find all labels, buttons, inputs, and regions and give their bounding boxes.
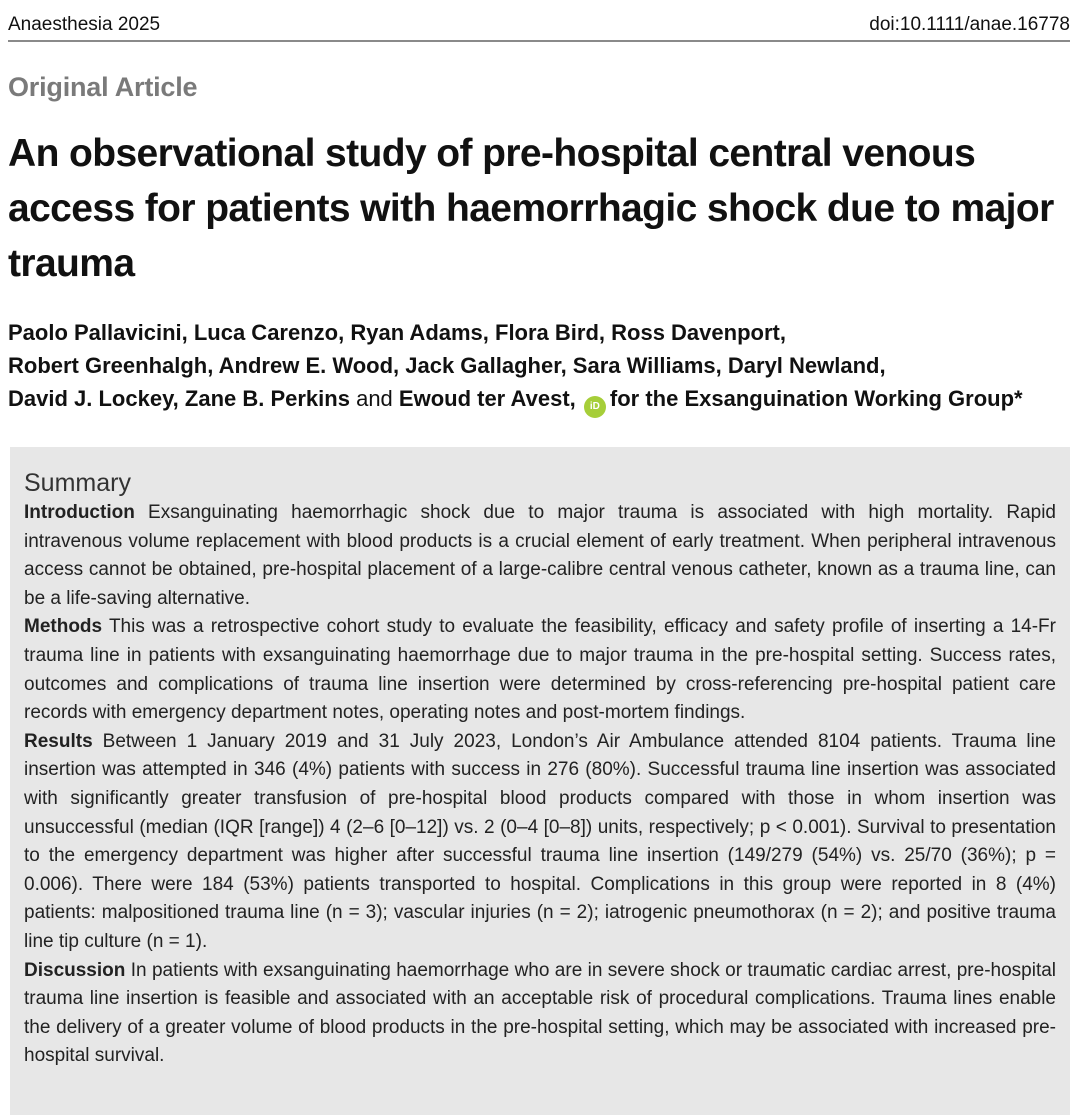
author-conjunction: and [349, 386, 399, 411]
author-line-2: Robert Greenhalgh, Andrew E. Wood, Jack Gallagher, Sara Williams, Daryl Newland, [8, 353, 886, 378]
author-list [8, 316, 1068, 418]
article-type-label: Original Article [8, 72, 198, 102]
summary-discussion-text: In patients with exsanguinating haemorrhage who are in severe shock or traumatic cardiac arrest, pre-hospital trauma line insertion is feasible and associated with an acceptable risk of procedural complications. Trauma lines enable the delivery of a greater volume of blood products in the pre-hospital setting, which may be associated with increased pre-hospital survival. [24, 959, 1057, 1067]
author-line-1: Paolo Pallavicini, Luca Carenzo, Ryan Adams, Flora Bird, Ross Davenport, [8, 320, 786, 345]
author-line-3 [8, 382, 1068, 418]
summary-discussion [24, 957, 1056, 1071]
summary-heading: Summary [24, 469, 131, 497]
summary-box [10, 447, 1070, 1115]
corresponding-author: Ewoud ter Avest, [398, 386, 576, 411]
summary-introduction [24, 499, 1056, 613]
page-header [8, 10, 1070, 42]
summary-results [24, 728, 1056, 957]
summary-results-text: Between 1 January 2019 and 31 July 2023, London’s Air Ambulance attended 8104 patients. Trauma line insertion was attempted in 346 (4%) patients with success in 276 (80%). Successful trauma line insertion was associated with significantly greater transfusion of pre-hospital blood products compared with those in whom insertion was unsuccessful (median (IQR [range]) 4 (2–6 [0–12]) vs. 2 (0–4 [0–8]) units, respectively; p < 0.001). Survival to presentation to the emergency department was higher after successful trauma line insertion (149/279 (54%) vs. 25/70 (36%); p = 0.006). There were 184 (53%) patients transported to hospital. Complications in this group were reported in 8 (4%) patients: malpositioned trauma line (n = 3); vascular injuries (n = 2); iatrogenic pneumothorax (n = 2); and positive trauma line tip culture (n = 1). [24, 730, 1056, 952]
orcid-icon[interactable]: iD [584, 396, 606, 418]
summary-introduction-label: Introduction [24, 502, 135, 523]
summary-methods-label: Methods [24, 616, 103, 638]
journal-citation: Anaesthesia 2025 [8, 14, 161, 35]
summary-introduction-text: Exsanguinating haemorrhagic shock due to major trauma is associated with high mortality. Rapid intravenous volume replacement with blood products is a crucial element of early treatment. When peripheral intravenous access cannot be obtained, pre-hospital placement of a large-calibre central venous catheter, known as a trauma line, can be a life-saving alternative. [24, 502, 1057, 609]
summary-discussion-label: Discussion [24, 959, 126, 981]
summary-results-label: Results [24, 730, 93, 752]
author-group-a: David J. Lockey, Zane B. Perkins [8, 386, 350, 411]
doi-link[interactable]: doi:10.1111/anae.16778 [869, 14, 1070, 35]
summary-methods [24, 613, 1056, 727]
article-title: An observational study of pre-hospital central venous access for patients with haemorrhagic shock due to major trauma [8, 132, 1054, 285]
working-group-credit: for the Exsanguination Working Group* [609, 386, 1023, 411]
summary-methods-text: This was a retrospective cohort study to evaluate the feasibility, efficacy and safety profile of inserting a 14-Fr trauma line in patients with exsanguinating haemorrhage due to major trauma in the pre-hospital setting. Success rates, outcomes and complications of trauma line insertion were determined by cross-referencing pre-hospital patient care records with emergency department notes, operating notes and post-mortem findings. [24, 616, 1056, 724]
